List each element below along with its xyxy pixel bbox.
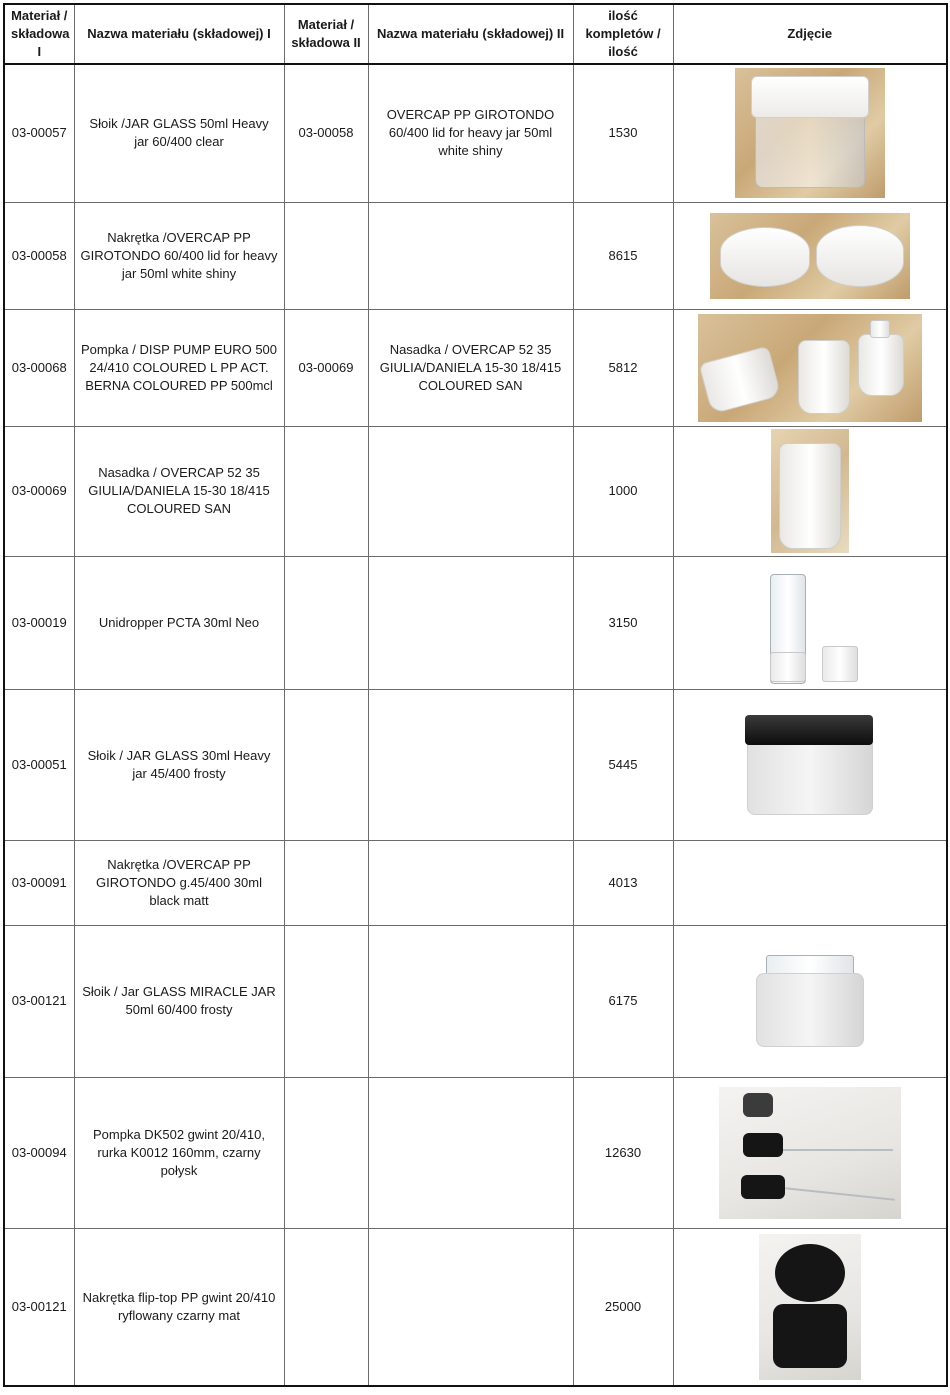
quantity: 1000	[573, 426, 673, 556]
photo-cell	[673, 840, 947, 925]
table-row	[4, 64, 947, 202]
material-code-2	[284, 202, 368, 309]
material-code-2	[284, 556, 368, 689]
white-pump-and-overcap-photo	[698, 314, 922, 422]
material-code-1: 03-00058	[4, 202, 74, 309]
header-row	[4, 4, 947, 64]
material-code-1: 03-00069	[4, 426, 74, 556]
material-name-2	[368, 556, 573, 689]
white-overcap-photo	[771, 429, 849, 553]
photo-cell	[673, 556, 947, 689]
table-row	[4, 202, 947, 309]
photo-cell	[673, 202, 947, 309]
quantity: 5812	[573, 309, 673, 426]
quantity: 1530	[573, 64, 673, 202]
material-code-1: 03-00057	[4, 64, 74, 202]
header-material-2: Materiał / składowa II	[284, 4, 368, 64]
photo-cell	[673, 1077, 947, 1228]
material-name-2: OVERCAP PP GIROTONDO 60/400 lid for heavy jar 50ml white shiny	[368, 64, 573, 202]
white-lids-photo	[710, 213, 910, 299]
photo-cell	[673, 689, 947, 840]
material-name-2	[368, 202, 573, 309]
clear-glass-jar-white-lid-photo	[735, 68, 885, 198]
table-row	[4, 840, 947, 925]
quantity: 3150	[573, 556, 673, 689]
material-code-1: 03-00019	[4, 556, 74, 689]
photo-cell	[673, 64, 947, 202]
photo-cell	[673, 309, 947, 426]
black-spray-pumps-photo	[719, 1087, 901, 1219]
material-name-1: Nasadka / OVERCAP 52 35 GIULIA/DANIELA 15-30 18/415 COLOURED SAN	[74, 426, 284, 556]
material-name-1: Pompka / DISP PUMP EURO 500 24/410 COLOURED L PP ACT. BERNA COLOURED PP 500mcl	[74, 309, 284, 426]
material-name-1: Unidropper PCTA 30ml Neo	[74, 556, 284, 689]
material-code-1: 03-00068	[4, 309, 74, 426]
material-name-1: Nakrętka /OVERCAP PP GIROTONDO 60/400 lid for heavy jar 50ml white shiny	[74, 202, 284, 309]
material-name-1: Słoik /JAR GLASS 50ml Heavy jar 60/400 clear	[74, 64, 284, 202]
photo-cell	[673, 925, 947, 1077]
quantity: 8615	[573, 202, 673, 309]
photo-cell	[673, 1228, 947, 1386]
material-name-2	[368, 689, 573, 840]
material-name-1: Nakrętka /OVERCAP PP GIROTONDO g.45/400 30ml black matt	[74, 840, 284, 925]
header-quantity: ilość kompletów / ilość	[573, 4, 673, 64]
clear-bottle-white-cap-photo	[750, 560, 870, 686]
header-photo: Zdjęcie	[673, 4, 947, 64]
material-name-2: Nasadka / OVERCAP 52 35 GIULIA/DANIELA 15-30 18/415 COLOURED SAN	[368, 309, 573, 426]
material-code-2: 03-00058	[284, 64, 368, 202]
header-material-name-1: Nazwa materiału (składowej) I	[74, 4, 284, 64]
table-row	[4, 426, 947, 556]
table-row	[4, 1228, 947, 1386]
header-material-name-2: Nazwa materiału (składowej) II	[368, 4, 573, 64]
black-flip-top-cap-photo	[759, 1234, 861, 1380]
material-name-1: Pompka DK502 gwint 20/410, rurka K0012 160mm, czarny połysk	[74, 1077, 284, 1228]
material-code-1: 03-00051	[4, 689, 74, 840]
material-code-1: 03-00121	[4, 1228, 74, 1386]
quantity: 5445	[573, 689, 673, 840]
material-name-2	[368, 1228, 573, 1386]
material-name-2	[368, 925, 573, 1077]
table-row	[4, 556, 947, 689]
material-code-2	[284, 840, 368, 925]
material-name-2	[368, 1077, 573, 1228]
material-code-1: 03-00091	[4, 840, 74, 925]
frosted-jar-photo	[754, 951, 866, 1051]
material-code-2	[284, 426, 368, 556]
material-code-2	[284, 1228, 368, 1386]
material-code-1: 03-00094	[4, 1077, 74, 1228]
material-name-2	[368, 426, 573, 556]
quantity: 6175	[573, 925, 673, 1077]
material-code-2	[284, 925, 368, 1077]
material-code-1: 03-00121	[4, 925, 74, 1077]
table-row	[4, 689, 947, 840]
material-name-1: Słoik / Jar GLASS MIRACLE JAR 50ml 60/400 frosty	[74, 925, 284, 1077]
header-material-1: Materiał / składowa I	[4, 4, 74, 64]
material-name-1: Nakrętka flip-top PP gwint 20/410 ryflowany czarny mat	[74, 1228, 284, 1386]
quantity: 4013	[573, 840, 673, 925]
materials-table	[3, 3, 948, 1387]
table-row	[4, 309, 947, 426]
material-code-2	[284, 1077, 368, 1228]
table-row	[4, 925, 947, 1077]
photo-cell	[673, 426, 947, 556]
table-row	[4, 1077, 947, 1228]
frosted-jar-black-lid-photo	[745, 713, 875, 817]
material-name-2	[368, 840, 573, 925]
material-name-1: Słoik / JAR GLASS 30ml Heavy jar 45/400 frosty	[74, 689, 284, 840]
material-code-2: 03-00069	[284, 309, 368, 426]
quantity: 12630	[573, 1077, 673, 1228]
quantity: 25000	[573, 1228, 673, 1386]
material-code-2	[284, 689, 368, 840]
